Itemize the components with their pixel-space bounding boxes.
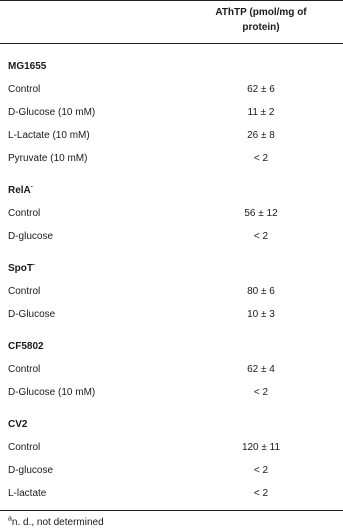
table-row <box>0 206 343 222</box>
table-header-rule <box>0 43 343 44</box>
athtp-value: 10 ± 3 <box>247 309 275 320</box>
group-title-row <box>0 261 343 277</box>
condition-label: D-Glucose <box>8 309 56 320</box>
athtp-value: < 2 <box>253 488 269 499</box>
table-row <box>0 385 343 401</box>
athtp-value: < 2 <box>253 387 269 398</box>
athtp-value: 56 ± 12 <box>244 208 278 219</box>
table-row <box>0 307 343 323</box>
table-top-rule <box>0 0 343 1</box>
table-row <box>0 440 343 456</box>
table-row <box>0 105 343 121</box>
group-title: SpoT- <box>8 262 35 274</box>
group-title-row <box>0 417 343 433</box>
group-title: CF5802 <box>8 341 44 352</box>
athtp-value: 62 ± 4 <box>247 364 275 375</box>
condition-label: D-glucose <box>8 231 54 242</box>
table-row <box>0 82 343 98</box>
condition-label: L-lactate <box>8 488 47 499</box>
table-row <box>0 284 343 300</box>
table-bottom-rule <box>0 510 343 511</box>
condition-label: D-Glucose (10 mM) <box>8 107 96 118</box>
athtp-value: 80 ± 6 <box>247 286 275 297</box>
table-row <box>0 463 343 479</box>
athtp-value: 62 ± 6 <box>247 84 275 95</box>
condition-label: Control <box>8 84 41 95</box>
column-header-athtp: AThTP (pmol/mg of protein) <box>215 7 307 33</box>
condition-label: Control <box>8 286 41 297</box>
group-title-row <box>0 59 343 75</box>
athtp-value: 120 ± 11 <box>241 442 281 453</box>
condition-label: D-Glucose (10 mM) <box>8 387 96 398</box>
condition-label: L-Lactate (10 mM) <box>8 130 90 141</box>
group-title: RelA- <box>8 184 33 196</box>
athtp-value: < 2 <box>253 153 269 164</box>
athtp-value: < 2 <box>253 465 269 476</box>
table-row <box>0 362 343 378</box>
group-title-row <box>0 183 343 199</box>
table-row <box>0 128 343 144</box>
condition-label: D-glucose <box>8 465 54 476</box>
athtp-value: 11 ± 2 <box>247 107 275 118</box>
table-footnote: $^a$n. d., not determined <box>8 515 104 528</box>
condition-label: Control <box>8 208 41 219</box>
group-title: MG1655 <box>8 61 47 72</box>
table-row <box>0 229 343 245</box>
group-title-row <box>0 339 343 355</box>
group-title: CV2 <box>8 419 28 430</box>
athtp-value: < 2 <box>253 231 269 242</box>
table-row <box>0 151 343 167</box>
condition-label: Pyruvate (10 mM) <box>8 153 88 164</box>
athtp-value: 26 ± 8 <box>247 130 275 141</box>
condition-label: Control <box>8 442 41 453</box>
table-row <box>0 486 343 502</box>
condition-label: Control <box>8 364 41 375</box>
